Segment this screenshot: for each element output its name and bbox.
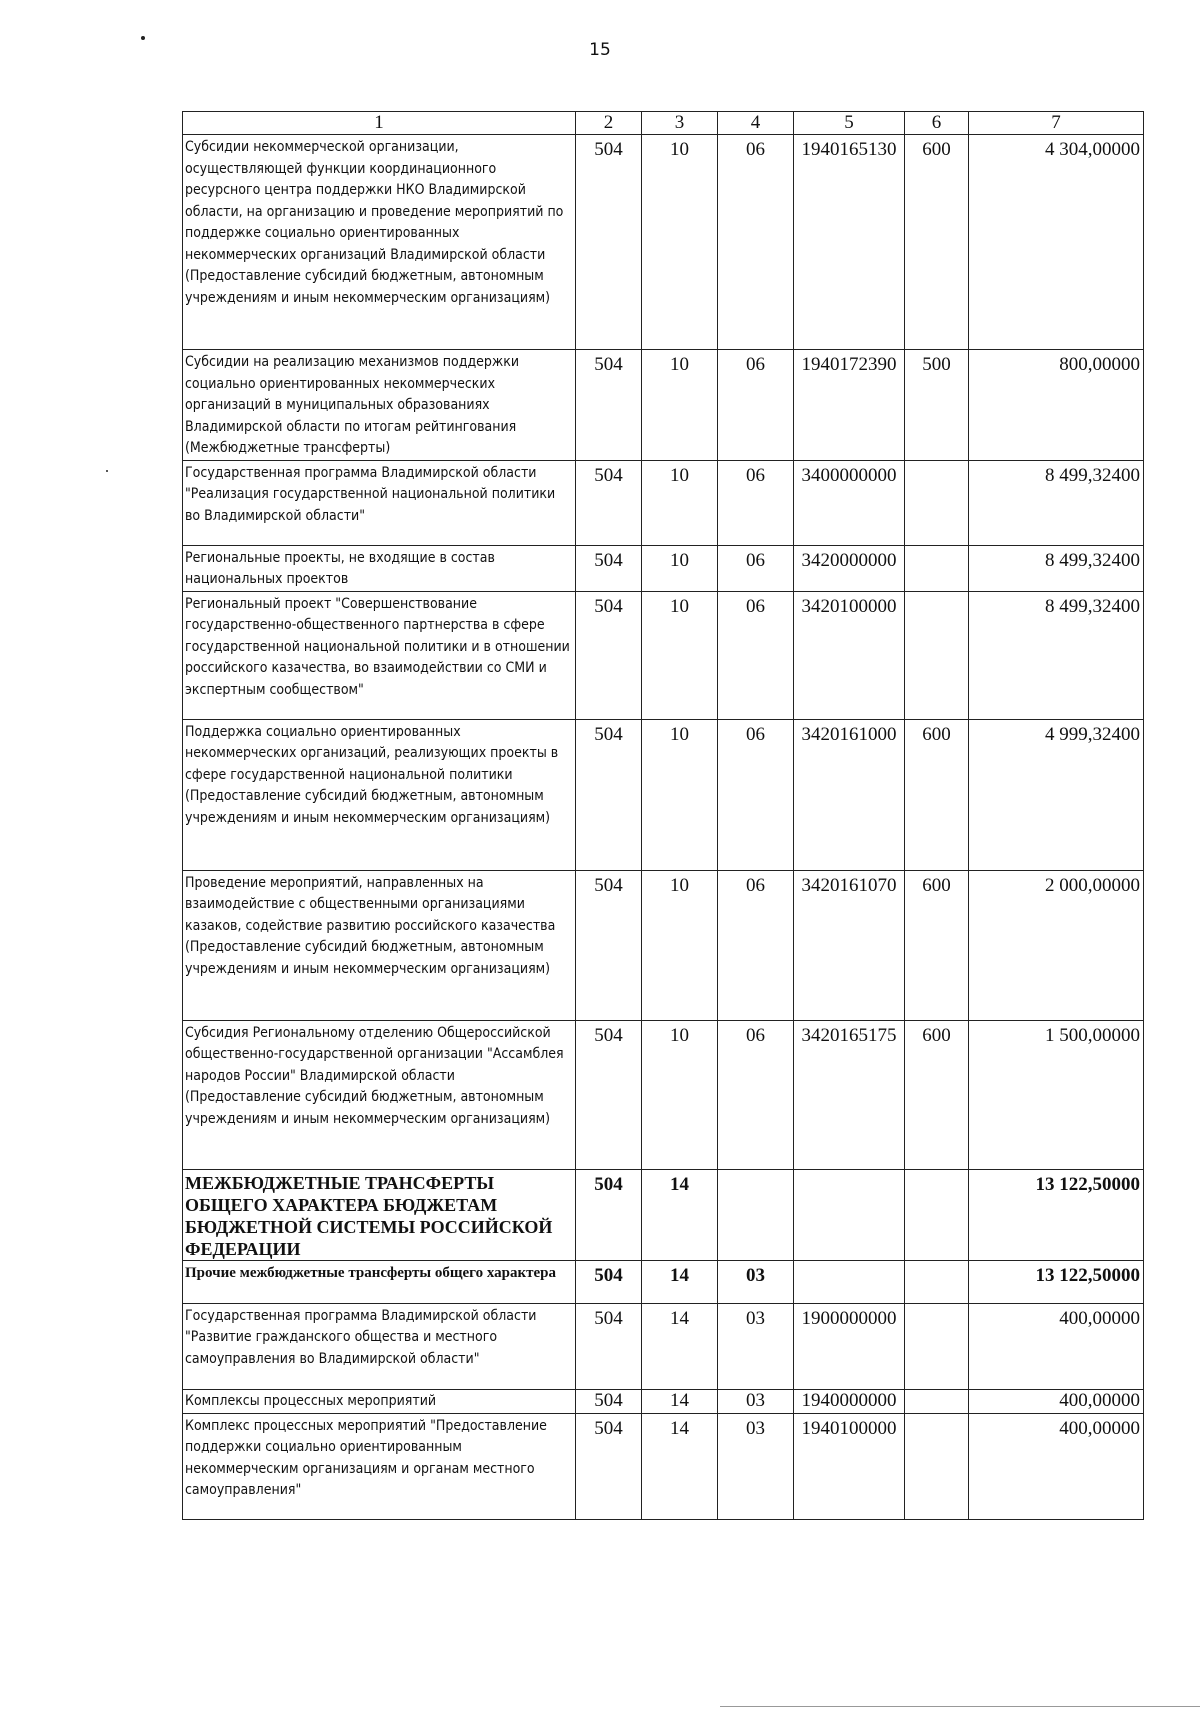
row-code-ministry: 504 (576, 460, 642, 545)
row-amount: 8 499,32400 (969, 460, 1144, 545)
row-code-ministry: 504 (576, 545, 642, 591)
row-code-ministry: 504 (576, 1020, 642, 1169)
column-header: 7 (969, 112, 1144, 135)
row-code-target: 3420100000 (794, 591, 905, 719)
column-header: 5 (794, 112, 905, 135)
table-row (183, 135, 1144, 350)
row-code-section: 14 (642, 1169, 718, 1260)
row-amount: 13 122,50000 (969, 1260, 1144, 1303)
row-code-target (794, 1260, 905, 1303)
row-code-target: 1900000000 (794, 1303, 905, 1389)
row-amount: 800,00000 (969, 350, 1144, 461)
column-header: 3 (642, 112, 718, 135)
row-code-subsection: 03 (718, 1260, 794, 1303)
row-code-ministry: 504 (576, 1303, 642, 1389)
row-code-subsection: 06 (718, 870, 794, 1020)
row-description: Поддержка социально ориентированных некоммерческих организаций, реализующих проекты в сфере государственной национальной политики (Предоставление субсидий бюджетным, автономным учреждениям и иным некоммерческим организациям) (183, 719, 576, 870)
row-code-expense-type: 500 (905, 350, 969, 461)
row-code-target: 1940100000 (794, 1413, 905, 1519)
row-description: Комплексы процессных мероприятий (183, 1389, 576, 1413)
row-code-expense-type (905, 1389, 969, 1413)
table-header-row (183, 112, 1144, 135)
row-amount: 4 999,32400 (969, 719, 1144, 870)
row-code-subsection: 03 (718, 1389, 794, 1413)
table-row (183, 350, 1144, 461)
row-code-target: 3420165175 (794, 1020, 905, 1169)
row-code-expense-type (905, 545, 969, 591)
row-amount: 400,00000 (969, 1303, 1144, 1389)
row-code-ministry: 504 (576, 870, 642, 1020)
row-description: Государственная программа Владимирской области "Развитие гражданского общества и местного самоуправления во Владимирской области" (183, 1303, 576, 1389)
row-amount: 13 122,50000 (969, 1169, 1144, 1260)
row-code-subsection: 06 (718, 135, 794, 350)
row-description: Субсидии на реализацию механизмов поддержки социально ориентированных некоммерческих организаций в муниципальных образованиях Владимирской области по итогам рейтингования (Межбюджетные трансферты) (183, 350, 576, 461)
row-code-expense-type (905, 1169, 969, 1260)
row-code-ministry: 504 (576, 1389, 642, 1413)
row-code-expense-type: 600 (905, 719, 969, 870)
row-amount: 8 499,32400 (969, 591, 1144, 719)
row-amount: 400,00000 (969, 1389, 1144, 1413)
scan-edge-line (720, 1706, 1200, 1707)
row-description: Субсидии некоммерческой организации, осуществляющей функции координационного ресурсного центра поддержки НКО Владимирской области, на организацию и проведение мероприятий по поддержке социально ориентированных некоммерческих организаций Владимирской области (Предоставление субсидий бюджетным, автономным учреждениям и иным некоммерческим организациям) (183, 135, 576, 350)
row-code-ministry: 504 (576, 350, 642, 461)
row-code-expense-type: 600 (905, 870, 969, 1020)
row-code-subsection: 06 (718, 545, 794, 591)
row-code-subsection: 06 (718, 350, 794, 461)
row-code-section: 10 (642, 719, 718, 870)
row-code-subsection (718, 1169, 794, 1260)
row-code-subsection: 06 (718, 460, 794, 545)
row-code-expense-type (905, 1260, 969, 1303)
row-description: Региональный проект "Совершенствование государственно-общественного партнерства в сфере государственной национальной политики и в отношении российского казачества, во взаимодействии со СМИ и экспертным сообществом" (183, 591, 576, 719)
table-row (183, 460, 1144, 545)
row-code-target: 1940000000 (794, 1389, 905, 1413)
row-code-ministry: 504 (576, 1413, 642, 1519)
row-code-expense-type: 600 (905, 135, 969, 350)
row-description: Комплекс процессных мероприятий "Предоставление поддержки социально ориентированным некоммерческим организациям и органам местного самоуправления" (183, 1413, 576, 1519)
row-code-target: 3420000000 (794, 545, 905, 591)
row-code-target: 3400000000 (794, 460, 905, 545)
table-row (183, 1020, 1144, 1169)
row-description: Прочие межбюджетные трансферты общего характера (183, 1260, 576, 1303)
row-code-section: 10 (642, 545, 718, 591)
row-code-target: 3420161000 (794, 719, 905, 870)
row-code-subsection: 06 (718, 719, 794, 870)
table-row (183, 591, 1144, 719)
row-description: Государственная программа Владимирской области "Реализация государственной национальной политики во Владимирской области" (183, 460, 576, 545)
table-row (183, 1303, 1144, 1389)
row-code-subsection: 06 (718, 591, 794, 719)
row-amount: 8 499,32400 (969, 545, 1144, 591)
row-description: Проведение мероприятий, направленных на взаимодействие с общественными организациями казаков, содействие развитию российского казачества (Предоставление субсидий бюджетным, автономным учреждениям и иным некоммерческим организациям) (183, 870, 576, 1020)
row-code-section: 10 (642, 591, 718, 719)
row-code-ministry: 504 (576, 1260, 642, 1303)
column-header: 1 (183, 112, 576, 135)
row-description: МЕЖБЮДЖЕТНЫЕ ТРАНСФЕРТЫ ОБЩЕГО ХАРАКТЕРА БЮДЖЕТАМ БЮДЖЕТНОЙ СИСТЕМЫ РОССИЙСКОЙ ФЕДЕРАЦИИ (183, 1169, 576, 1260)
row-code-section: 14 (642, 1303, 718, 1389)
row-code-subsection: 03 (718, 1303, 794, 1389)
row-code-subsection: 03 (718, 1413, 794, 1519)
row-code-expense-type: 600 (905, 1020, 969, 1169)
row-code-section: 14 (642, 1260, 718, 1303)
column-header: 4 (718, 112, 794, 135)
row-code-section: 10 (642, 350, 718, 461)
row-description: Региональные проекты, не входящие в состав национальных проектов (183, 545, 576, 591)
row-amount: 2 000,00000 (969, 870, 1144, 1020)
row-code-ministry: 504 (576, 135, 642, 350)
row-amount: 4 304,00000 (969, 135, 1144, 350)
row-description: Субсидия Региональному отделению Общероссийской общественно-государственной организации "Ассамблея народов России" Владимирской области (Предоставление субсидий бюджетным, автономным учреждениям и иным некоммерческим организациям) (183, 1020, 576, 1169)
row-code-target: 3420161070 (794, 870, 905, 1020)
table-row (183, 1389, 1144, 1413)
row-code-expense-type (905, 1303, 969, 1389)
row-code-section: 14 (642, 1389, 718, 1413)
table-row (183, 1413, 1144, 1519)
row-code-subsection: 06 (718, 1020, 794, 1169)
table-row (183, 545, 1144, 591)
row-code-ministry: 504 (576, 719, 642, 870)
table-row (183, 1260, 1144, 1303)
table-row (183, 719, 1144, 870)
row-code-target: 1940165130 (794, 135, 905, 350)
table-row (183, 1169, 1144, 1260)
row-code-section: 10 (642, 1020, 718, 1169)
row-code-section: 10 (642, 460, 718, 545)
row-amount: 400,00000 (969, 1413, 1144, 1519)
column-header: 6 (905, 112, 969, 135)
row-code-expense-type (905, 1413, 969, 1519)
table-row (183, 870, 1144, 1020)
row-code-section: 10 (642, 870, 718, 1020)
row-code-target: 1940172390 (794, 350, 905, 461)
column-header: 2 (576, 112, 642, 135)
row-code-section: 10 (642, 135, 718, 350)
row-code-expense-type (905, 460, 969, 545)
scan-speck (106, 470, 108, 472)
row-amount: 1 500,00000 (969, 1020, 1144, 1169)
row-code-section: 14 (642, 1413, 718, 1519)
row-code-target (794, 1169, 905, 1260)
budget-table (182, 111, 1144, 1520)
row-code-expense-type (905, 591, 969, 719)
row-code-ministry: 504 (576, 1169, 642, 1260)
page-number: 15 (589, 40, 611, 60)
row-code-ministry: 504 (576, 591, 642, 719)
